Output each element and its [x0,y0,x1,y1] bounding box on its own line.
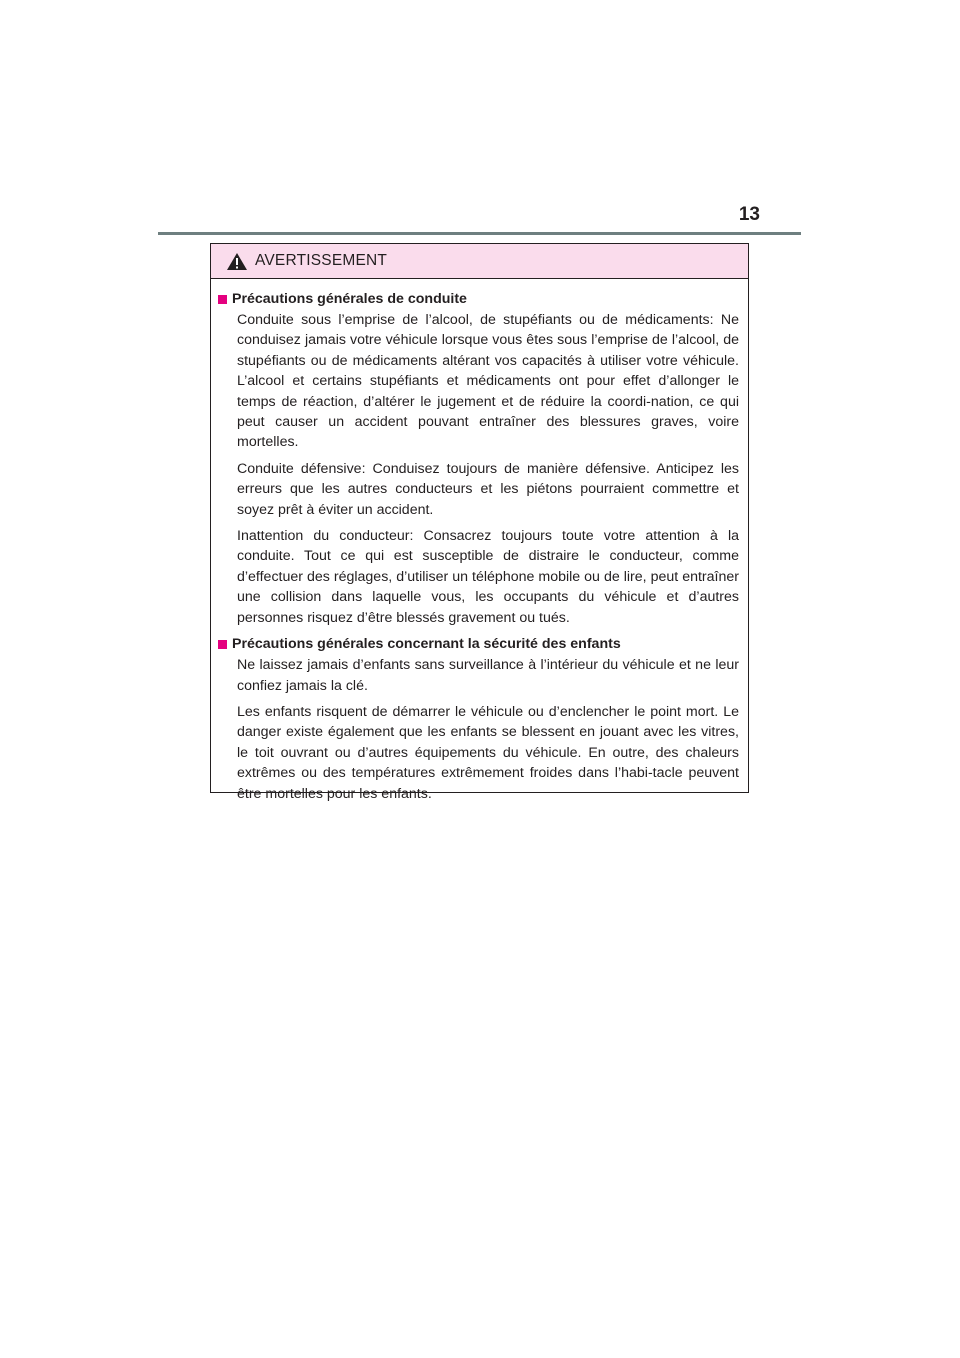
paragraph: Inattention du conducteur: Consacrez toujours toute votre attention à la conduite. Tout ce qui est susceptible de distraire le conducteur, comme d’effectuer des réglages, d’utiliser un téléphone mobile ou de lire, peut entraîner une collision dans laquelle vous, les occupants du véhicule et d’autres personnes risquez d’être blessés gravement ou tués. [237,528,739,626]
paragraph: Ne laissez jamais d’enfants sans surveillance à l’intérieur du véhicule et ne leur confiez jamais la clé. [237,657,739,694]
section-heading [218,289,739,309]
paragraph: Conduite défensive: Conduisez toujours de manière défensive. Anticipez les erreurs que les autres conducteurs et les piétons pourraient commettre et soyez prêt à éviter un accident. [237,460,739,518]
page-number: 13 [738,204,760,225]
paragraph: Conduite sous l’emprise de l’alcool, de stupéfiants ou de médicaments: Ne conduisez jamais votre véhicule lorsque vous êtes sous l’emprise de l’alcool, de stupéfiants ou de médicaments altérant vos capacités à utiliser votre véhicule. L’alcool et certains stupéfiants et médicaments ont pour effet d’allonger le temps de réaction, d’altérer le jugement et de réduire la coordi-nation, ce qui peut causer un accident pouvant entraîner des blessures graves, voire mortelles. [237,312,739,451]
warning-body [211,279,748,804]
paragraph: Les enfants risquent de démarrer le véhicule ou d’enclencher le point mort. Le danger existe également que les enfants se blessent en jouant avec les vitres, le toit ouvrant ou d’autres équipements du véhicule. En outre, des chaleurs extrêmes ou des températures extrêmement froides dans l’habi-tacle peuvent être mortelles pour les enfants. [237,703,739,802]
section-heading-text: Précautions générales concernant la sécurité des enfants [232,636,621,653]
warning-box [210,243,749,802]
warning-title: AVERTISSEMENT [255,252,388,269]
header-rule [158,232,801,235]
section-heading [218,634,739,654]
warning-triangle-icon [226,252,248,271]
warning-header [211,244,748,279]
square-bullet-icon [218,295,227,304]
section-heading-text: Précautions générales de conduite [232,291,467,307]
square-bullet-icon [218,640,227,649]
